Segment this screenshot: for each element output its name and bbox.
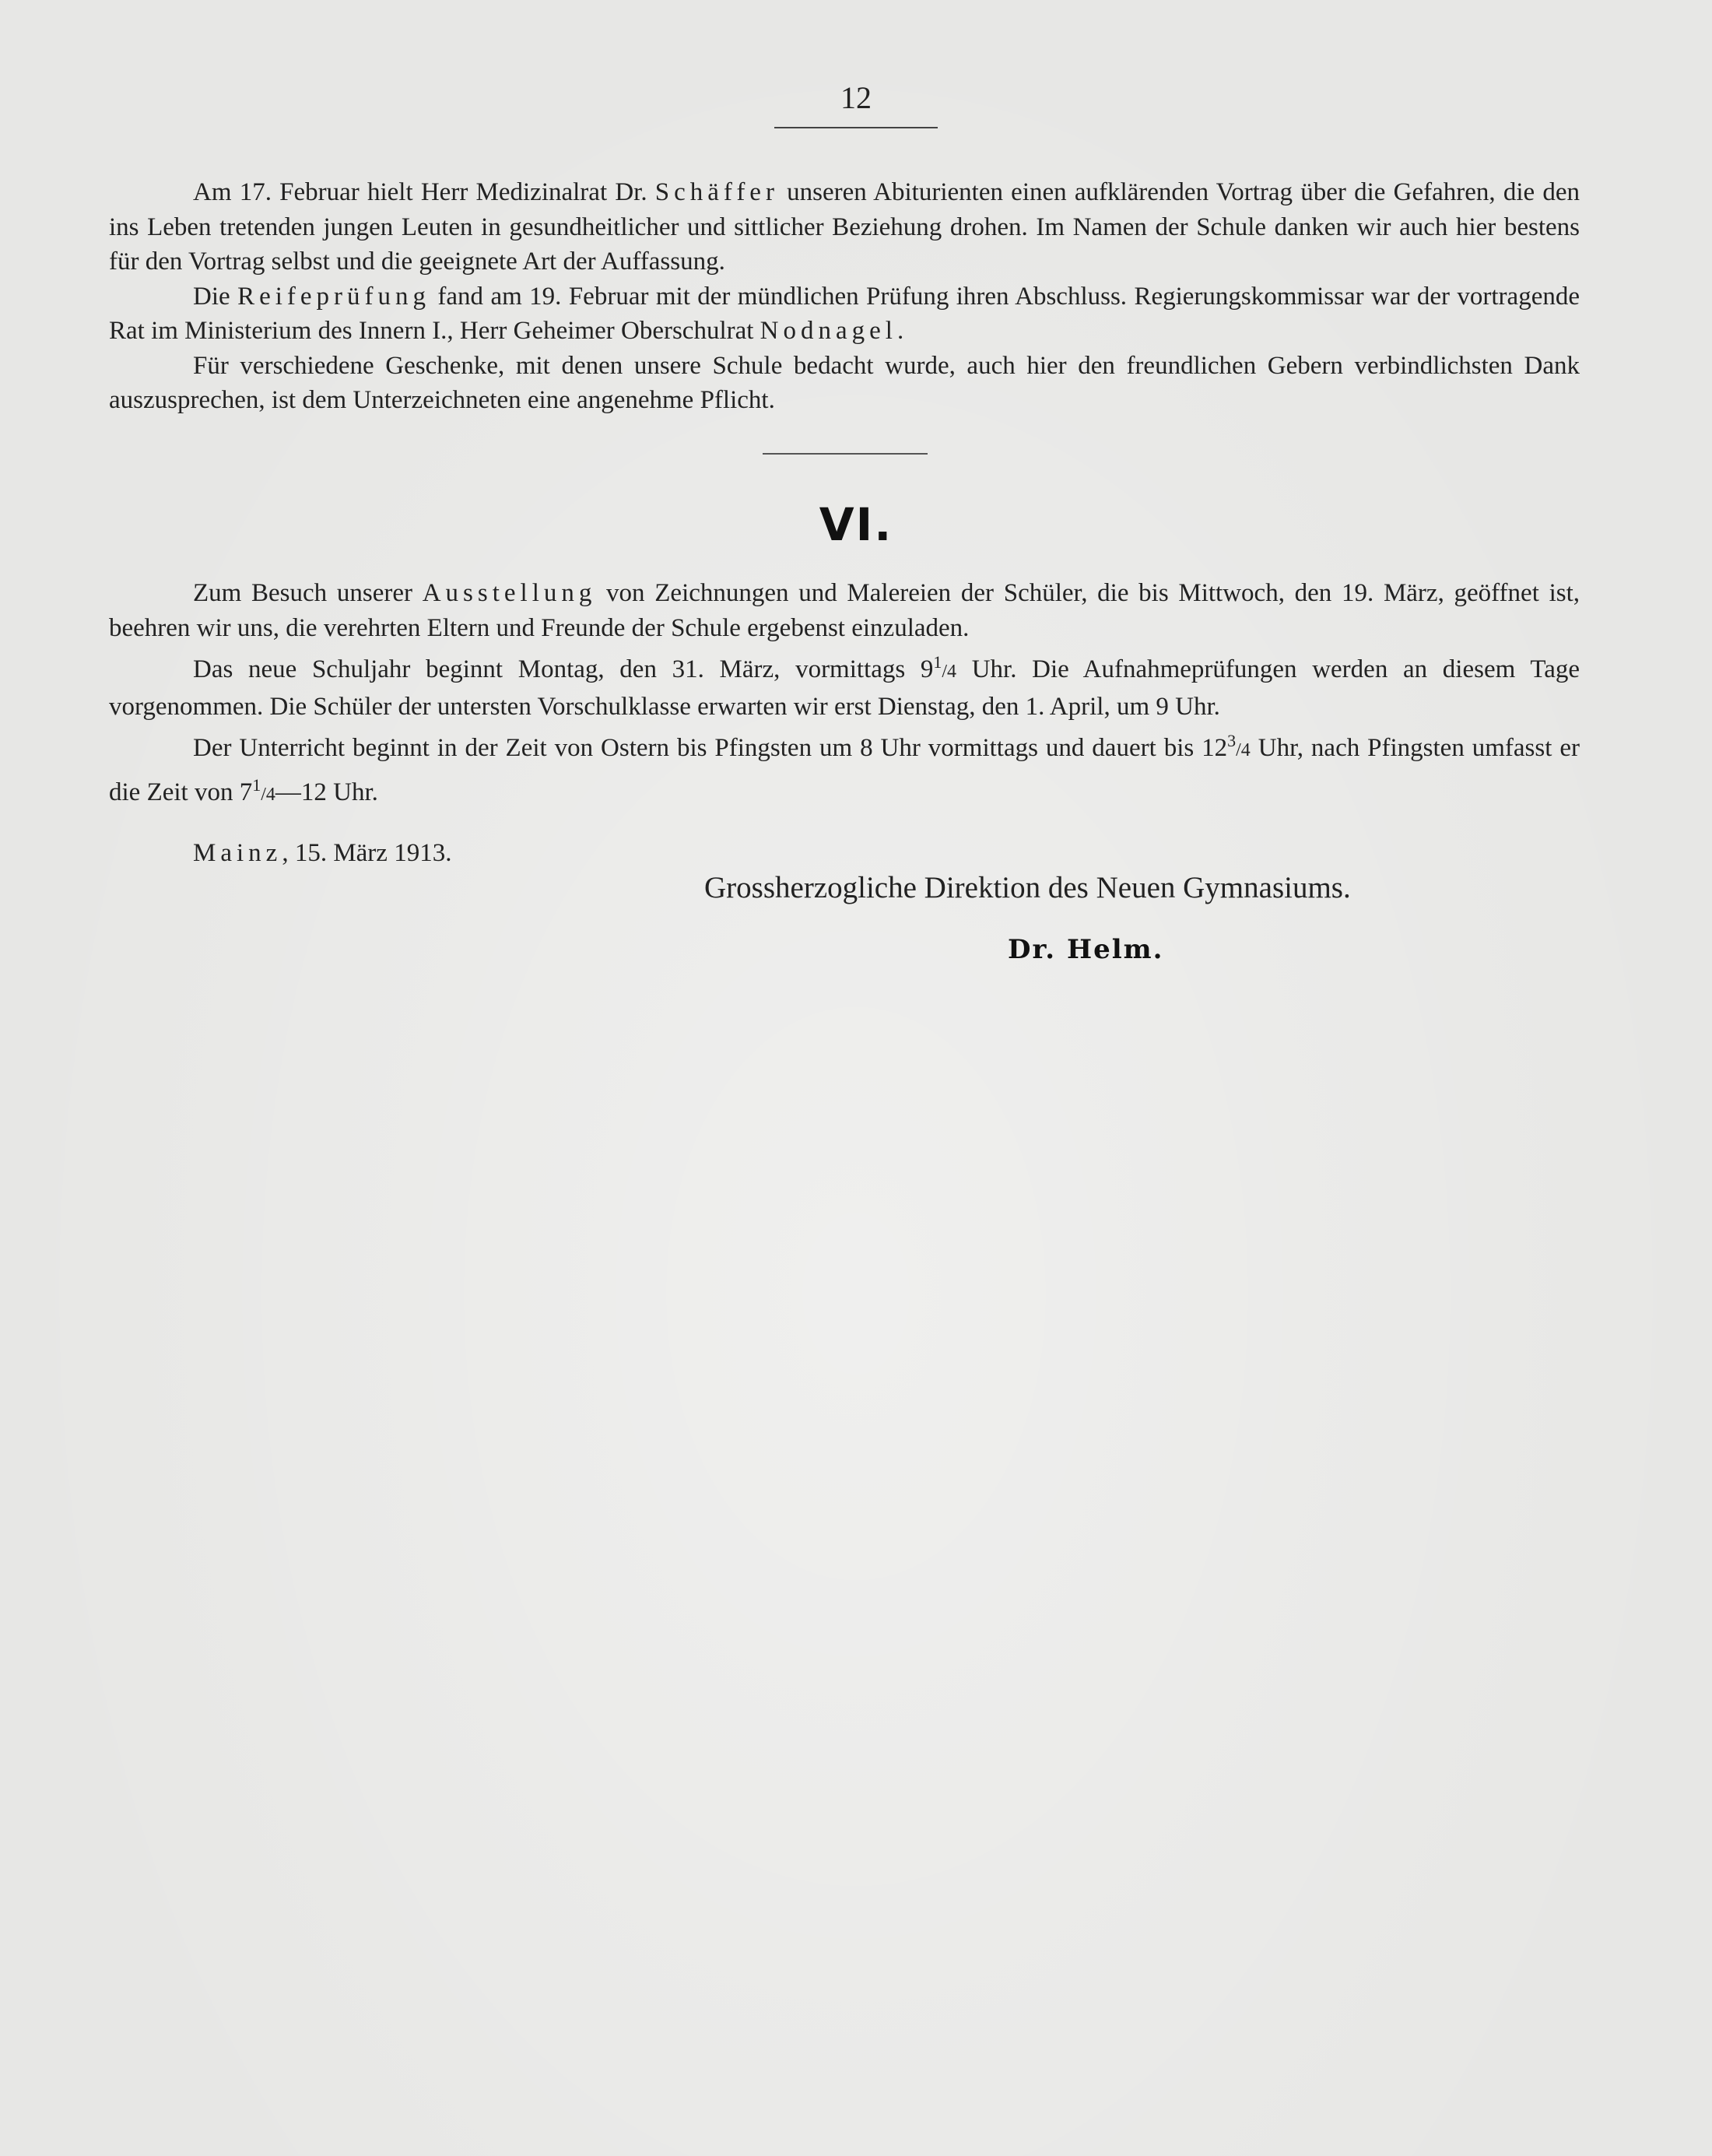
- spaced-term-ausstellung: Ausstellung: [422, 579, 597, 607]
- section-divider: [763, 453, 928, 455]
- paragraph-lecture: Am 17. Februar hielt Herr Medizinalrat Dr. Schäffer unseren Abiturienten einen aufklärenden Vortrag über die Gefahren, die den ins Leben tretenden jungen Leuten in gesundheitlicher und sittlicher Beziehung drohen. Im Namen der Schule danken wir auch hier bestens für den Vortrag selbst und die geeignete Art der Auffassung.: [109, 178, 1580, 276]
- place-name: Mainz: [193, 839, 282, 867]
- spaced-name-schaeffer: Schäffer: [654, 178, 779, 206]
- directorate-line: Grossherzogliche Direktion des Neuen Gymnasiums.: [704, 871, 1351, 904]
- section-2-text: [109, 576, 1580, 812]
- place-and-date: [193, 839, 451, 868]
- paragraph-gifts: Für verschiedene Geschenke, mit denen unsere Schule bedacht wurde, auch hier den freundlichen Gebern verbindlichsten Dank auszusprechen, ist dem Unterzeichneten eine angenehme Pflicht.: [109, 351, 1580, 414]
- signature: Dr. Helm.: [1008, 934, 1164, 965]
- section-1-text: [109, 175, 1580, 418]
- page-number: 12: [774, 79, 938, 128]
- spaced-name-nodnagel: Nodnagel: [760, 317, 897, 345]
- fraction-quarter-2: $^1$/4: [252, 774, 275, 805]
- paragraph-lesson-times: Der Unterricht beginnt in der Zeit von Ostern bis Pfingsten um 8 Uhr vormittags und dauert bis $12^3/4$ Uhr, nach Pfingsten umfasst er die Zeit von $7^1/4—12$ Uhr.: [109, 731, 1580, 806]
- paragraph-exam: Die Reifeprüfung fand am 19. Februar mit der mündlichen Prüfung ihren Abschluss. Regierungskommissar war der vortragende Rat im Ministerium des Innern I., Herr Geheimer Oberschulrat Nodnagel.: [109, 282, 1580, 345]
- section-heading: VI.: [819, 498, 893, 551]
- date: , 15. März 1913.: [282, 839, 452, 867]
- paragraph-exhibition: Zum Besuch unserer Ausstellung von Zeichnungen und Malereien der Schüler, die bis Mittwoch, den 19. März, geöffnet ist, beehren wir uns, die verehrten Eltern und Freunde der Schule ergebenst einzuladen.: [109, 579, 1580, 642]
- paragraph-school-year: Das neue Schuljahr beginnt Montag, den 31. März, vormittags $9^1/4$ Uhr. Die Aufnahmeprüfungen werden an diesem Tage vorgenommen. Die Schüler der untersten Vorschulklasse erwarten wir erst Dienstag, den 1. April, um 9 Uhr.: [109, 652, 1580, 721]
- spaced-term-reifepruefung: Reifeprüfung: [237, 282, 431, 311]
- fraction-three-quarter: $^3$/4: [1227, 731, 1251, 760]
- fraction-quarter: $^1$/4: [933, 652, 957, 682]
